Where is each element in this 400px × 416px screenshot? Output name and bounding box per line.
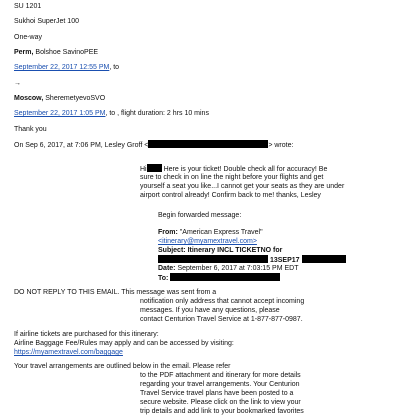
redacted-name (147, 164, 162, 172)
message-line-3: yourself a seat you like...I cannot get your seats as they are under (140, 183, 345, 190)
arrangements-line-4: Travel Service travel plans have been posted to a (140, 390, 294, 397)
forwarded-from-email (158, 237, 257, 246)
arrangements-line-2: to the PDF attachment and itinerary for more details (140, 372, 301, 379)
notice-line-4: contact Centurion Travel Service at 1-877-877-0987. (140, 316, 303, 323)
departure-time-link[interactable]: September 22, 2017 12:55 PM (14, 64, 110, 71)
thank-you: Thank you (14, 126, 47, 133)
departure-suffix: , to (109, 64, 120, 71)
notice-line-2: notification only address that cannot accept incoming (140, 298, 305, 305)
forwarded-heading: Begin forwarded message: (158, 212, 242, 219)
forwarded-date (158, 264, 298, 273)
baggage-link-text[interactable]: https://myamextravel.com/baggage (14, 349, 123, 356)
arrangements-line-5: secure website. Please click on the link to view your (140, 399, 301, 406)
subject-value: Itinerary INCL TICKETNO for (185, 247, 283, 254)
departure-line (14, 63, 119, 72)
destination-airport: SheremetyevoSVO (43, 95, 106, 102)
redacted-ticket (158, 255, 268, 263)
from-label: From: (158, 229, 178, 236)
arrangements-line-6: trip details and add link to your bookmarked favorites (140, 408, 304, 415)
date-value: September 6, 2017 at 7:03:15 PM EDT (175, 265, 299, 272)
aircraft-type: Sukhoi SuperJet 100 (14, 18, 79, 25)
arrival-suffix: , to , flight duration: 2 hrs 10 mins (105, 110, 209, 117)
trip-type: One-way (14, 34, 43, 41)
message-line-4: airport control already! Confirm back to me! thanks, Lesley (140, 192, 321, 199)
forwarded-to (158, 273, 280, 283)
redacted-subject-tail (302, 255, 346, 263)
reply-header-suffix: > wrote: (268, 142, 294, 149)
arrangements-line-3: regarding your travel arrangements. Your Centurion (140, 381, 300, 388)
baggage-line-2: Airline Baggage Fee/Rules may apply and can be accessed by visiting: (14, 340, 234, 347)
origin-airport: Bolshoe SavinoPEE (33, 49, 99, 56)
forwarded-from (158, 228, 263, 237)
baggage-link[interactable] (14, 348, 123, 357)
from-value: "American Express Travel" (177, 229, 263, 236)
flight-number: SU 1201 (14, 3, 42, 10)
greeting: Hi (140, 166, 147, 173)
destination-city: Moscow, (14, 95, 44, 102)
arrow-icon: → (14, 80, 21, 87)
redacted-email (148, 140, 268, 148)
redacted-recipient (170, 273, 280, 281)
subject-date: 13SEP17 (269, 257, 300, 264)
notice-line-1: DO NOT REPLY TO THIS EMAIL. This message was sent from a (14, 289, 217, 296)
arrival-line (14, 109, 209, 118)
reply-header-prefix: On Sep 6, 2017, at 7:06 PM, Lesley Groff < (14, 142, 149, 149)
arrival-time-link[interactable]: September 22, 2017 1:05 PM (14, 110, 106, 117)
message-text-1: Here is your ticket! Double check all for accuracy! Be (163, 166, 328, 173)
baggage-line-1: If airline tickets are purchased for this itinerary: (14, 331, 159, 338)
date-label: Date: (158, 265, 176, 272)
notice-line-3: messages. If you have any questions, please (140, 307, 280, 314)
destination-line (14, 94, 105, 103)
origin-line (14, 48, 98, 57)
subject-label: Subject: (158, 247, 186, 254)
reply-header (14, 140, 293, 150)
from-email-link[interactable]: <itinerary@myamextravel.com> (158, 238, 257, 245)
to-label: To: (158, 275, 169, 282)
arrangements-line-1: Your travel arrangements are outlined below in the email. Please refer (14, 363, 231, 370)
origin-city: Perm, (14, 49, 34, 56)
forwarded-subject (158, 246, 282, 255)
message-line-2: sure to check in on line the night before your flights and get (140, 174, 324, 181)
